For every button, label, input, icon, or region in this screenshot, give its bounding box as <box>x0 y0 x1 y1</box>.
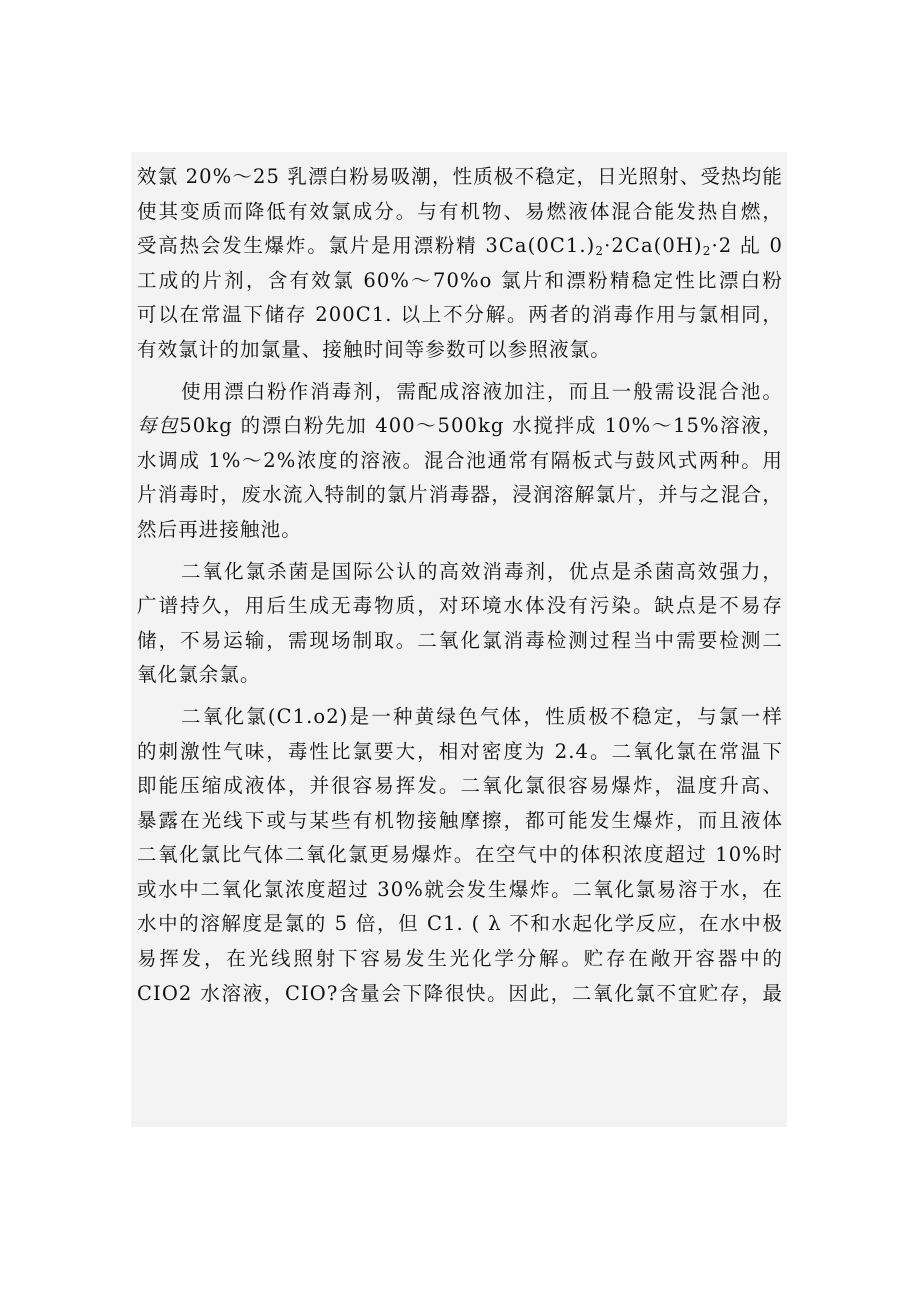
paragraph <box>137 700 783 1011</box>
text-line: 水调成 1%～2%浓度的溶液。混合池通常有隔板式与鼓风式两种。用 <box>137 448 783 472</box>
text-line: 储，不易运输，需现场制取。二氧化氯消毒检测过程当中需要检测二 <box>137 628 783 652</box>
text-line: 易挥发，在光线照射下容易发生光化学分解。贮存在敞开容器中的 <box>137 947 783 971</box>
text-line: 暴露在光线下或与某些有机物接触摩擦，都可能发生爆炸，而且液体 <box>137 808 783 832</box>
text-line: 氧化氯余氯。 <box>137 663 261 687</box>
text-line-mixed <box>137 409 783 444</box>
text-line: 可以在常温下储存 200C1. 以上不分解。两者的消毒作用与氯相同， <box>137 303 783 327</box>
formula-text: ·2Ca(0H) <box>604 234 703 258</box>
document-body <box>137 160 783 1011</box>
text-line: 或水中二氧化氯浓度超过 30%就会发生爆炸。二氧化氯易溶于水，在 <box>137 877 783 901</box>
text-line: 即能压缩成液体，并很容易挥发。二氧化氯很容易爆炸，温度升高、 <box>137 774 783 798</box>
text-line: 二氧化氯杀菌是国际公认的高效消毒剂，优点是杀菌高效强力， <box>181 559 783 583</box>
text-line: 二氧化氯(C1.o2)是一种黄绿色气体，性质极不稳定，与氯一样 <box>181 704 783 728</box>
text-line: 使其变质而降低有效氯成分。与有机物、易燃液体混合能发热自燃， <box>137 199 783 223</box>
document-page <box>131 152 787 1127</box>
text-line: CIO2 水溶液，CIO?含量会下降很快。因此，二氧化氯不宜贮存，最 <box>137 981 783 1005</box>
text-line: 工成的片剂，含有效氯 60%～70%o 氯片和漂粉精稳定性比漂白粉 <box>137 268 783 292</box>
text-line: 二氧化氯比气体二氧化氯更易爆炸。在空气中的体积浓度超过 10%时 <box>137 843 783 867</box>
text-line: 片消毒时，废水流入特制的氯片消毒器，浸润溶解氯片，并与之混合， <box>137 483 783 507</box>
paragraph <box>137 375 783 548</box>
text-line: 效氯 20%～25 乳漂白粉易吸潮，性质极不稳定，日光照射、受热均能 <box>137 165 783 188</box>
text-run: 50kg 的漂白粉先加 400～500kg 水搅拌成 10%～15%溶液， <box>179 414 783 438</box>
italic-text: 每包 <box>137 414 180 438</box>
formula-text: ·2 乩 0 <box>711 234 783 258</box>
text-line: 水中的溶解度是氯的 5 倍，但 C1. ( λ 不和水起化学反应，在水中极 <box>137 912 783 936</box>
text-line: 有效氯计的加氯量、接触时间等参数可以参照液氯。 <box>137 337 611 361</box>
text-line: 的刺激性气味，毒性比氯要大，相对密度为 2.4。二氧化氯在常温下 <box>137 739 783 763</box>
formula-subscript: 2 <box>702 244 712 259</box>
text-line-formula <box>137 229 783 264</box>
formula-text: 受高热会发生爆炸。氯片是用漂粉精 3Ca(0C1.) <box>137 234 596 258</box>
paragraph <box>137 160 783 368</box>
text-line: 使用漂白粉作消毒剂，需配成溶液加注，而且一般需设混合池。 <box>181 379 783 403</box>
formula-subscript: 2 <box>595 244 605 259</box>
text-line: 广谱持久，用后生成无毒物质，对环境水体没有污染。缺点是不易存 <box>137 594 783 618</box>
text-line: 然后再进接触池。 <box>137 517 302 541</box>
paragraph <box>137 555 783 693</box>
